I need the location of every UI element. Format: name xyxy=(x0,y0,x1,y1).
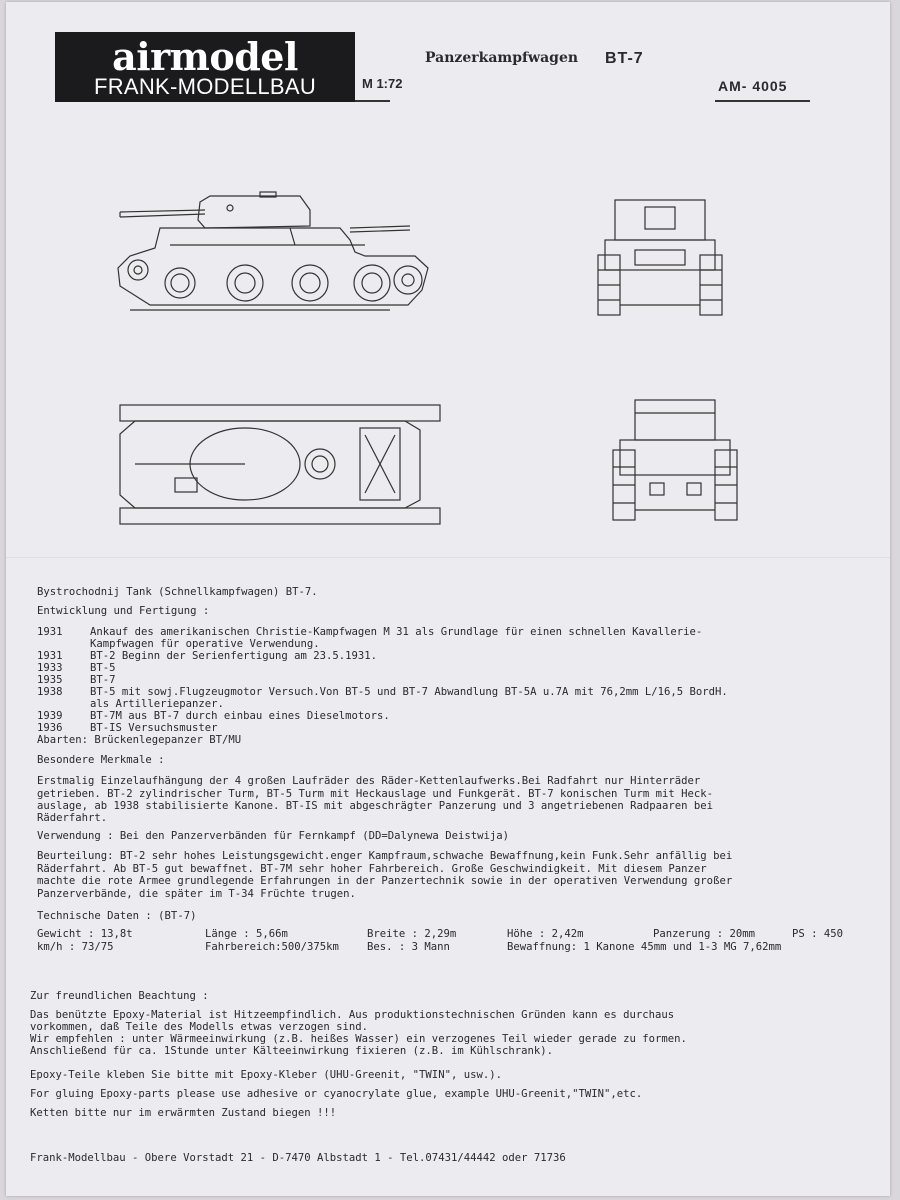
tech-crew: Bes. : 3 Mann xyxy=(367,941,450,953)
brand-logo xyxy=(55,32,355,102)
history-entry: Kampfwagen für operative Verwendung. xyxy=(90,638,320,650)
glue-instruction-en: For gluing Epoxy-parts please use adhesive or cyanocrylate glue, example UHU-Greenit,"TWIN",etc. xyxy=(30,1088,643,1100)
tech-heading: Technische Daten : (BT-7) xyxy=(37,910,197,922)
paper-fold xyxy=(6,557,890,559)
tech-speed: km/h : 73/75 xyxy=(37,941,114,953)
product-code: AM- 4005 xyxy=(718,78,788,94)
doc-title: Bystrochodnij Tank (Schnellkampfwagen) BT-7. xyxy=(37,586,318,598)
history-entry: als Artilleriepanzer. xyxy=(90,698,224,710)
footer-address: Frank-Modellbau - Obere Vorstadt 21 - D-7470 Albstadt 1 - Tel.07431/44442 oder 71736 xyxy=(30,1152,566,1164)
logo-subtitle: FRANK-MODELLBAU xyxy=(93,74,317,99)
features-line: Erstmalig Einzelaufhängung der 4 großen Laufräder des Räder-Kettenlaufwerks.Bei Radfahrt nur Hinterräder xyxy=(37,775,701,787)
tech-armor: Panzerung : 20mm xyxy=(653,928,756,940)
notice-heading: Zur freundlichen Beachtung : xyxy=(30,990,209,1002)
model-name: BT-7 xyxy=(605,50,644,67)
variants-line: Abarten: Brückenlegepanzer BT/MU xyxy=(37,734,242,746)
history-year: 1936 xyxy=(37,722,63,734)
assessment-line: Räderfahrt. Ab BT-5 gut bewaffnet. BT-7M sehr hoher Fahrbereich. Große Geschwindigkeit. Mit diesem Panzer xyxy=(37,863,707,875)
assessment-line: Beurteilung: BT-2 sehr hohes Leistungsgewicht.enger Kampfraum,schwache Bewaffnung,kein Funk.Sehr anfällig bei xyxy=(37,850,733,862)
features-line: auslage, ab 1938 stabilisierte Kanone. BT-IS mit abgeschrägter Panzerung und 3 angetriebenen Radpaaren bei xyxy=(37,800,714,812)
development-heading: Entwicklung und Fertigung : xyxy=(37,605,210,617)
history-entry: BT-7M aus BT-7 durch einbau eines Dieselmotors. xyxy=(90,710,390,722)
history-year: 1939 xyxy=(37,710,63,722)
tech-width: Breite : 2,29m xyxy=(367,928,457,940)
history-year: 1938 xyxy=(37,686,63,698)
logo-wordmark: airmodel xyxy=(112,34,298,79)
history-entry: BT-5 mit sowj.Flugzeugmotor Versuch.Von BT-5 und BT-7 Abwandlung BT-5A u.7A mit 76,2mm L/16,5 BordH. xyxy=(90,686,728,698)
features-line: getrieben. BT-2 zylindrischer Turm, BT-5 Turm mit Heckauslage und Funkgerät. BT-7 konischen Turm mit Heck- xyxy=(37,788,714,800)
tech-height: Höhe : 2,42m xyxy=(507,928,584,940)
glue-instruction-de: Epoxy-Teile kleben Sie bitte mit Epoxy-Kleber (UHU-Greenit, "TWIN", usw.). xyxy=(30,1069,502,1081)
features-heading: Besondere Merkmale : xyxy=(37,754,165,766)
tank-front-view-drawing xyxy=(590,195,730,325)
assessment-line: Panzerverbände, die später im T-34 Früchte trugen. xyxy=(37,888,356,900)
features-line: Räderfahrt. xyxy=(37,812,108,824)
tech-weight: Gewicht : 13,8t xyxy=(37,928,133,940)
scale-label: M 1:72 xyxy=(362,76,403,91)
history-year: 1933 xyxy=(37,662,63,674)
usage-line: Verwendung : Bei den Panzerverbänden für Fernkampf (DD=Dalynewa Deistwija) xyxy=(37,830,509,842)
tracks-warning: Ketten bitte nur im erwärmten Zustand biegen !!! xyxy=(30,1107,337,1119)
tech-armament: Bewaffnung: 1 Kanone 45mm und 1-3 MG 7,62mm xyxy=(507,941,782,953)
tech-ps: PS : 450 xyxy=(792,928,844,940)
header-rule-left xyxy=(355,100,390,102)
history-year: 1935 xyxy=(37,674,63,686)
history-entry: BT-7 xyxy=(90,674,116,686)
notice-line: vorkommen, daß Teile des Modells etwas verzogen sind. xyxy=(30,1021,369,1033)
tank-rear-view-drawing xyxy=(605,395,745,525)
history-entry: BT-IS Versuchsmuster xyxy=(90,722,218,734)
assessment-line: machte die rote Armee grundlegende Erfahrungen in der Panzertechnik sowie in der operativen Verwendung großer xyxy=(37,875,733,887)
tech-length: Länge : 5,66m xyxy=(205,928,288,940)
notice-line: Das benützte Epoxy-Material ist Hitzeempfindlich. Aus produktionstechnischen Gründen kann es durchaus xyxy=(30,1009,675,1021)
history-year: 1931 xyxy=(37,650,63,662)
tank-top-view-drawing xyxy=(115,400,455,530)
notice-line: Wir empfehlen : unter Wärmeeinwirkung (z.B. heißes Wasser) ein verzogenes Teil wieder gerade zu formen. xyxy=(30,1033,687,1045)
history-entry: BT-5 xyxy=(90,662,116,674)
history-year: 1931 xyxy=(37,626,63,638)
header-rule-right xyxy=(715,100,810,102)
tank-side-view-drawing xyxy=(110,190,450,320)
model-title: Panzerkampfwagen xyxy=(425,50,579,66)
tech-range: Fahrbereich:500/375km xyxy=(205,941,339,953)
notice-line: Anschließend für ca. 1Stunde unter Kälteeinwirkung fixieren (z.B. im Kühlschrank). xyxy=(30,1045,553,1057)
history-entry: BT-2 Beginn der Serienfertigung am 23.5.1931. xyxy=(90,650,378,662)
history-entry: Ankauf des amerikanischen Christie-Kampfwagen M 31 als Grundlage für einen schnellen Kavallerie- xyxy=(90,626,703,638)
